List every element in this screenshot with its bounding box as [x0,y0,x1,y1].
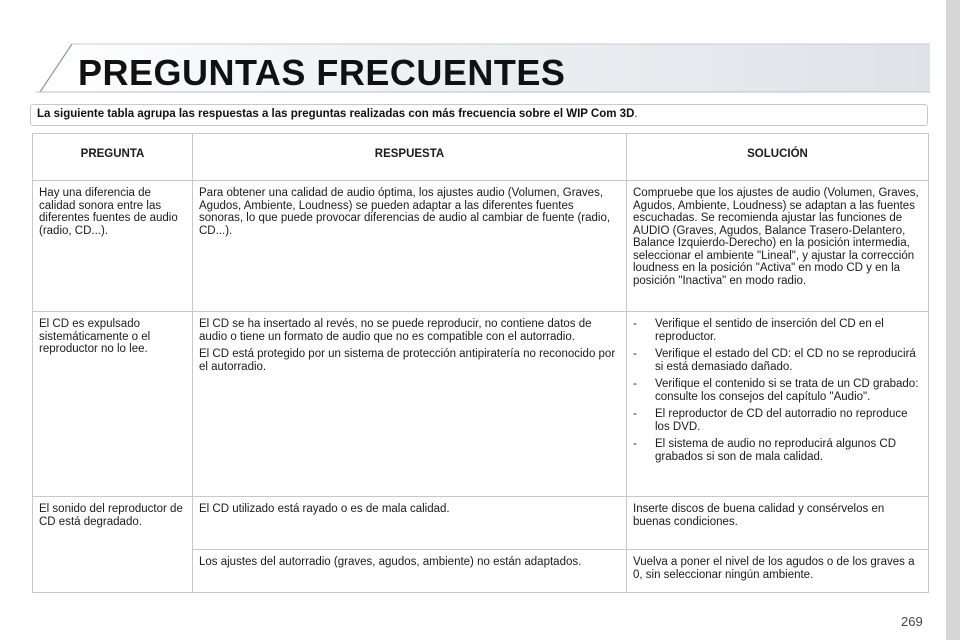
question-cell: El sonido del reproductor de CD está degradado. [33,497,193,593]
answer-text: El CD está protegido por un sistema de protección antipiratería no reconocido por el autorradio. [199,348,616,373]
header-question: PREGUNTA [33,134,193,181]
solution-item: - Verifique el contenido si se trata de un CD grabado: consulte los consejos del capítulo "Audio". [633,378,919,403]
answer-cell [193,497,627,550]
answer-text: Para obtener una calidad de audio óptima, los ajustes audio (Volumen, Graves, Agudos, Ambiente, Loudness) se pueden adaptar a las diferentes fuentes sonoras, lo que puede provocar diferencias de audio al cambiar de fuente (radio, CD...). [199,187,611,237]
page-number: 269 [901,614,923,629]
table-row [33,181,929,312]
answer-text: El CD se ha insertado al revés, no se puede reproducir, no contiene datos de audio o tiene un formato de audio que no es compatible con el autorradio. [199,318,592,343]
solution-cell: Vuelva a poner el nivel de los agudos o de los graves a 0, sin seleccionar ningún ambiente. [627,550,929,593]
answer-cell [193,550,627,593]
solution-item: - Verifique el sentido de inserción del CD en el reproductor. [633,318,884,343]
page-title: PREGUNTAS FRECUENTES [78,52,566,93]
header-answer: RESPUESTA [193,134,627,181]
answer-text: El CD utilizado está rayado o es de mala calidad. [199,503,450,515]
solution-cell: Inserte discos de buena calidad y consérvelos en buenas condiciones. [627,497,929,550]
answer-text: Los ajustes del autorradio (graves, agudos, ambiente) no están adaptados. [199,556,582,568]
question-cell: El CD es expulsado sistemáticamente o el reproductor no lo lee. [33,312,193,497]
answer-cell [193,312,627,497]
question-cell: Hay una diferencia de calidad sonora entre las diferentes fuentes de audio (radio, CD...). [33,181,193,312]
solution-cell: Compruebe que los ajustes de audio (Volumen, Graves, Agudos, Ambiente, Loudness) se adaptan a las fuentes escuchadas. Se recomienda ajustar las funciones de AUDIO (Graves, Agudos, Balance Trasero-Delantero, Balance Izquierdo-Derecho) en la posición intermedia, seleccionar el ambiente "Lineal", y ajustar la corrección loudness en la posición "Activa" en modo CD y en la posición "Inactiva" en modo radio. [627,181,929,312]
solution-cell [627,312,929,497]
header-solution: SOLUCIÓN [627,134,929,181]
solution-item: - Verifique el estado del CD: el CD no se reproducirá si está demasiado dañado. [633,348,916,373]
page-edge-bar [946,0,960,640]
answer-cell [193,181,627,312]
table-row [33,497,929,550]
table-header-row [33,134,929,181]
solution-item: - El sistema de audio no reproducirá algunos CD grabados si son de mala calidad. [633,438,896,463]
faq-table [32,133,929,593]
intro-text: La siguiente tabla agrupa las respuestas a las preguntas realizadas con más frecuencia sobre el WIP Com 3D. [37,108,638,120]
intro-box [30,104,928,126]
table-row [33,312,929,497]
solution-item: - El reproductor de CD del autorradio no reproduce los DVD. [633,408,908,433]
solution-list [633,318,922,463]
